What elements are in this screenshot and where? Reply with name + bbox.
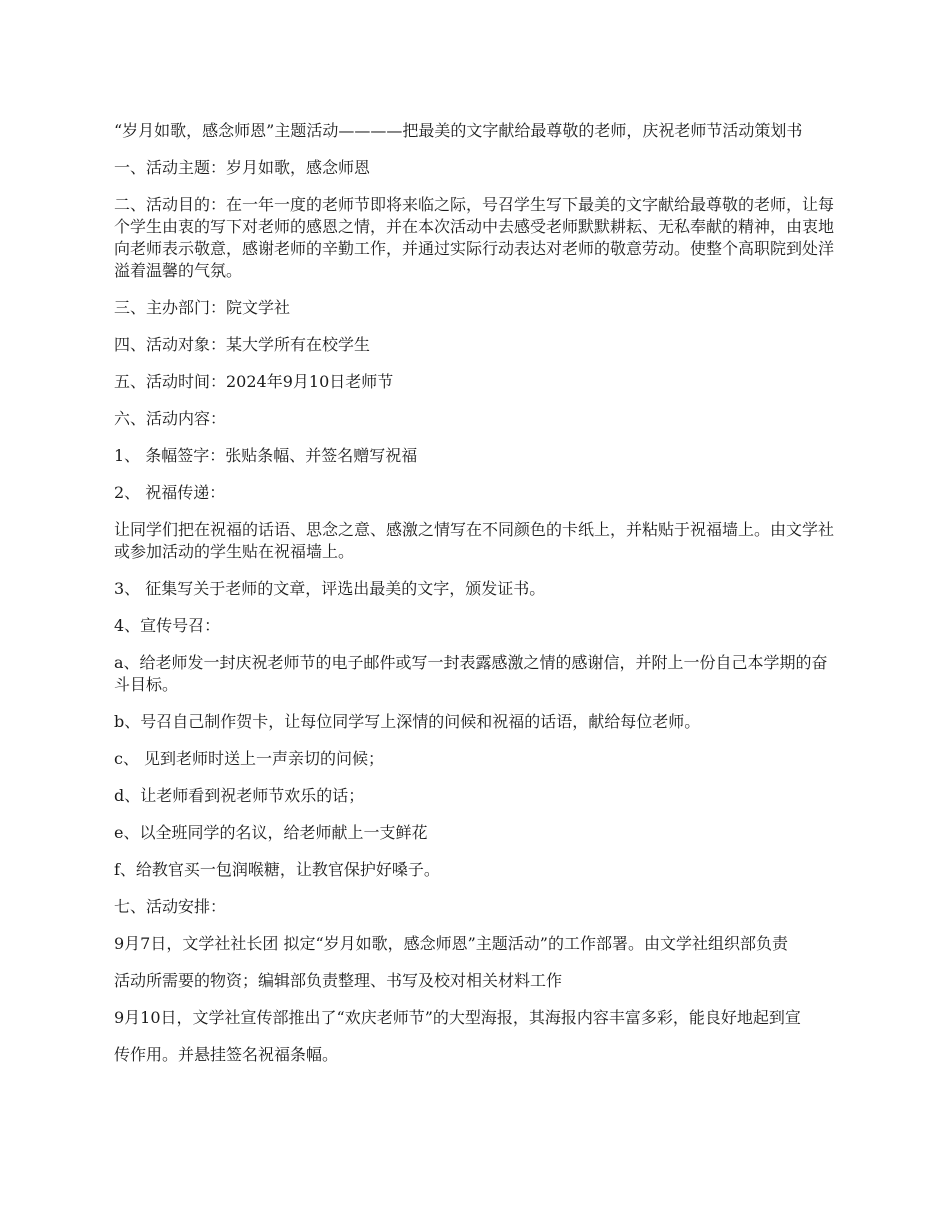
paragraph: 9月7日，文学社社长团 拟定“岁月如歌，感念师恩”主题活动”的工作部署。由文学社组织部负责 [114,934,788,953]
paragraph: c、 见到老师时送上一声亲切的问候； [114,749,385,768]
paragraph: 一、活动主题：岁月如歌，感念师恩 [114,158,371,177]
document-body [114,120,834,1081]
paragraph: 1、 条幅签字：张贴条幅、并签名赠写祝福 [114,446,418,465]
document-title: “岁月如歌，感念师恩”主题活动————把最美的文字献给最尊敬的老师，庆祝老师节活动策划书 [114,121,803,140]
paragraph: 五、活动时间：2024年9月10日老师节 [114,372,394,391]
paragraph: 四、活动对象：某大学所有在校学生 [114,335,371,354]
paragraph: 传作用。并悬挂签名祝福条幅。 [114,1045,339,1064]
paragraph: 3、 征集写关于老师的文章，评选出最美的文字，颁发证书。 [114,579,546,598]
paragraph: a、给老师发一封庆祝老师节的电子邮件或写一封表露感激之情的感谢信，并附上一份自己本学期的奋斗目标。 [114,653,828,694]
paragraph: 2、 祝福传递： [114,483,226,502]
paragraph: 9月10日，文学社宣传部推出了“欢庆老师节”的大型海报，其海报内容丰富多彩，能良好地起到宣 [114,1008,801,1027]
paragraph: 七、活动安排： [114,897,227,916]
paragraph: 六、活动内容： [114,409,227,428]
paragraph: e、以全班同学的名议，给老师献上一支鲜花 [114,823,428,842]
paragraph: 让同学们把在祝福的话语、思念之意、感激之情写在不同颜色的卡纸上，并粘贴于祝福墙上。由文学社或参加活动的学生贴在祝福墙上。 [114,520,835,561]
paragraph: d、让老师看到祝老师节欢乐的话； [114,786,365,805]
paragraph: 4、宣传号召： [114,616,221,635]
paragraph: b、号召自己制作贺卡，让每位同学写上深情的问候和祝福的话语，献给每位老师。 [114,712,701,731]
paragraph: 三、主办部门：院文学社 [114,298,291,317]
paragraph: 活动所需要的物资；编辑部负责整理、书写及校对相关材料工作 [114,971,563,990]
paragraph: f、给教官买一包润喉糖，让教官保护好嗓子。 [114,860,440,879]
paragraph: 二、活动目的：在一年一度的老师节即将来临之际，号召学生写下最美的文字献给最尊敬的老师，让每个学生由衷的写下对老师的感恩之情，并在本次活动中去感受老师默默耕耘、无私奉献的精神，由衷地向老师表示敬意，感谢老师的辛勤工作，并通过实际行动表达对老师的敬意劳动。使整个高职院到处洋溢着温馨的气氛。 [114,195,835,280]
